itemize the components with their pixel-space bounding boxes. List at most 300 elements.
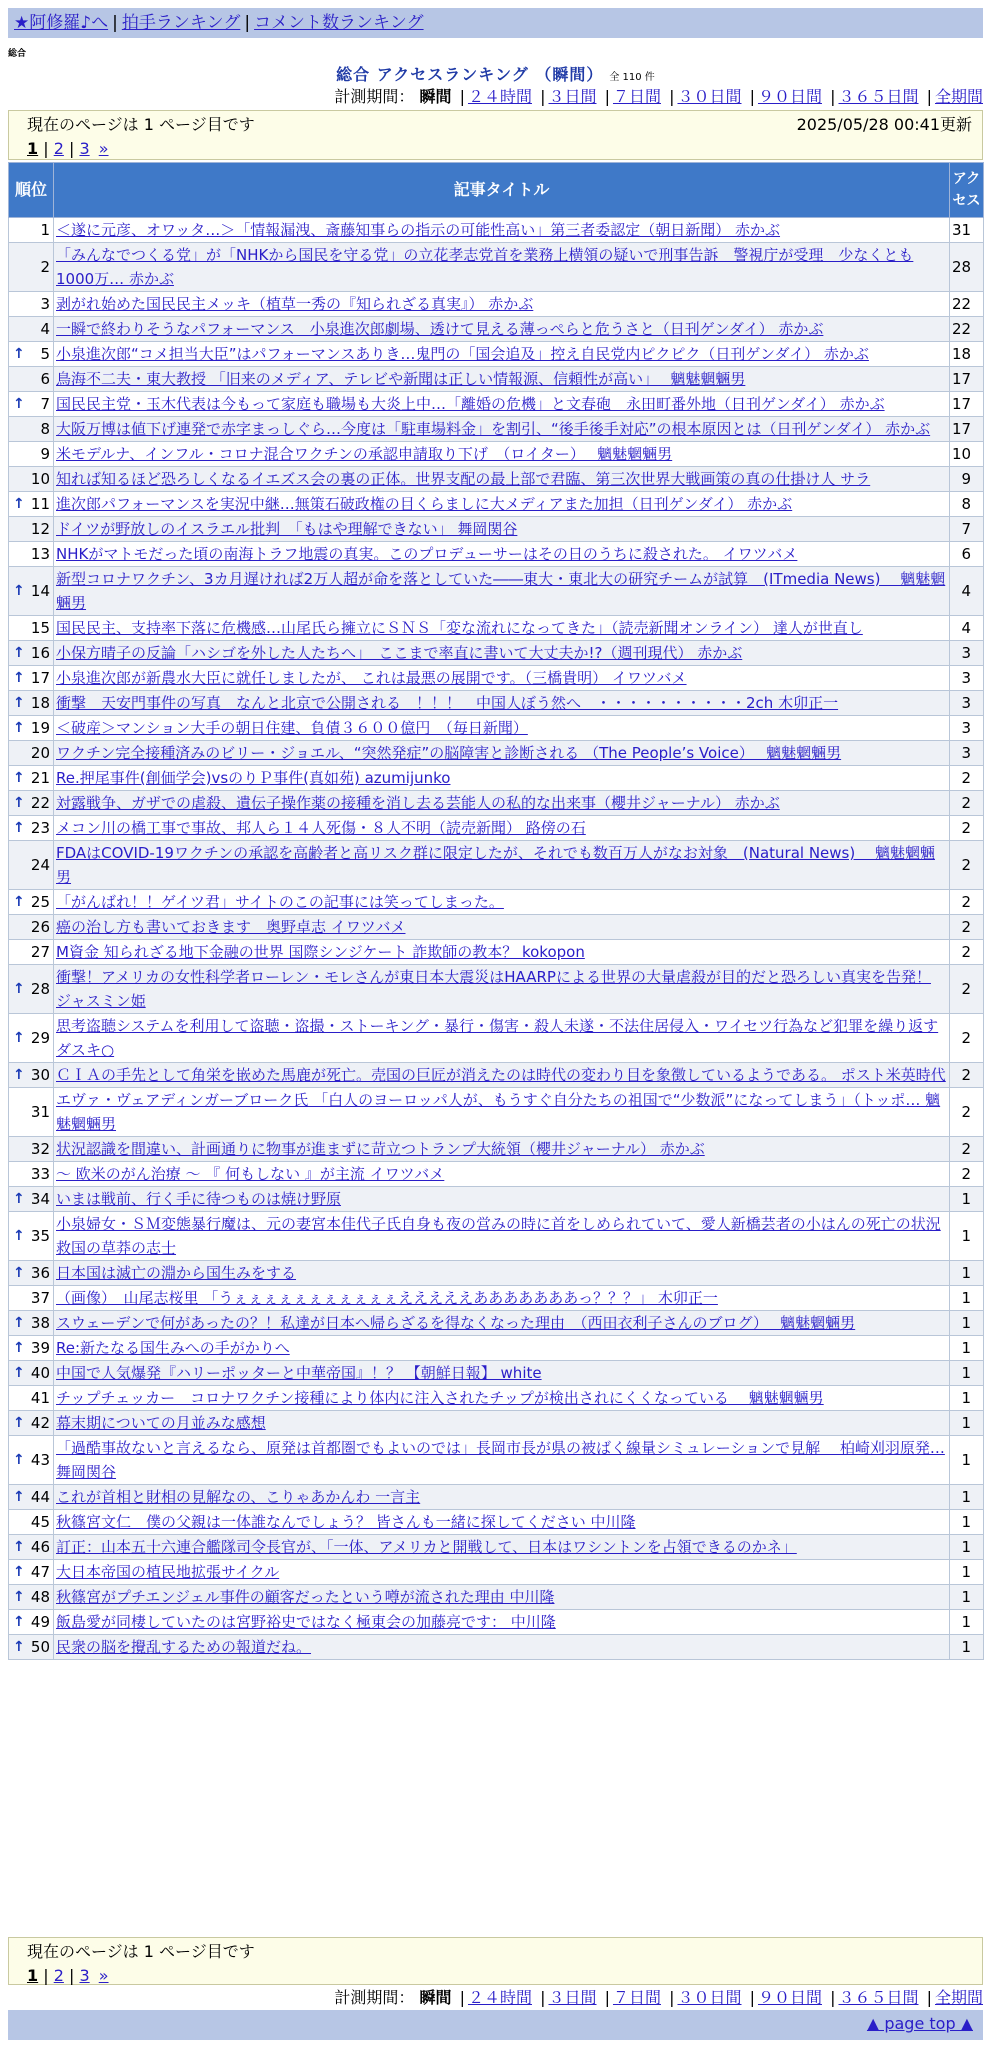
title-cell: [54, 965, 950, 1014]
title-cell: [54, 716, 950, 741]
rank-cell: [9, 1286, 54, 1311]
article-link[interactable]: 米モデルナ、インフル・コロナ混合ワクチンの承認申請取り下げ （ロイター） 魑魅魍魎男: [56, 445, 673, 463]
article-link[interactable]: スウェーデンで何があったの？！私達が日本へ帰らざるを得なくなった理由 （西田衣利子さんのブログ） 魑魅魍魎男: [56, 1314, 856, 1332]
article-link[interactable]: ドイツが野放しのイスラエル批判 「もはや理解できない」 舞岡関谷: [56, 520, 518, 538]
access-count: 7: [950, 517, 984, 542]
rank-number: 10: [30, 470, 50, 488]
title-cell: [54, 467, 950, 492]
table-row: [9, 1187, 984, 1212]
title-cell: [54, 890, 950, 915]
rank-cell: [9, 616, 54, 641]
article-link[interactable]: 衝撃！アメリカの女性科学者ローレン・モレさんが東日本大震災はHAARPによる世界の大量虐殺が目的だと恐ろしい真実を告発！ ジャスミン姫: [56, 968, 931, 1010]
article-link[interactable]: 対露戦争、ガザでの虐殺、遺伝子操作薬の接種を消し去る芸能人の私的な出来事（櫻井ジャーナル） 赤かぶ: [56, 794, 780, 812]
rank-cell: [9, 691, 54, 716]
period-7d-bottom[interactable]: ７日間: [612, 1988, 661, 2007]
title-cell: [54, 1336, 950, 1361]
access-count: 1: [950, 1311, 984, 1336]
article-link[interactable]: ～ 欧米のがん治療 ～ 『 何もしない 』が主流 イワツバメ: [56, 1165, 445, 1183]
article-link[interactable]: チップチェッカー コロナワクチン接種により体内に注入されたチップが検出されにくくなっている 魑魅魍魎男: [56, 1389, 824, 1407]
access-count: 18: [950, 342, 984, 367]
article-link[interactable]: 新型コロナワクチン、3カ月遅ければ2万人超が命を落としていた――東大・東北大の研究チームが試算 (ITmedia News) 魑魅魍魎男: [56, 570, 946, 612]
rank-number: 36: [30, 1264, 50, 1282]
top-nav-bar: [8, 8, 983, 38]
title-cell: [54, 666, 950, 691]
ranking-body: [9, 218, 984, 1660]
period-24h-bottom[interactable]: ２４時間: [467, 1988, 532, 2007]
title-cell: [54, 1436, 950, 1485]
rank-cell: [9, 292, 54, 317]
access-count: 2: [950, 890, 984, 915]
table-row: [9, 940, 984, 965]
access-count: 10: [950, 442, 984, 467]
rank-cell: [9, 1610, 54, 1635]
access-count: 1: [950, 1212, 984, 1261]
title-cell: [54, 1560, 950, 1585]
page-link-3-bottom[interactable]: 3: [79, 1966, 90, 1985]
rank-up-arrow-icon: ↑: [13, 1564, 25, 1580]
table-row: [9, 1585, 984, 1610]
title-cell: [54, 442, 950, 467]
home-link[interactable]: ★阿修羅♪へ: [14, 13, 109, 33]
table-row: [9, 616, 984, 641]
access-count: 1: [950, 1436, 984, 1485]
page-link-3[interactable]: 3: [79, 139, 90, 158]
rank-number: 20: [30, 744, 50, 762]
table-row: [9, 243, 984, 292]
rank-up-arrow-icon: ↑: [13, 1030, 25, 1046]
page-link-2-bottom[interactable]: 2: [53, 1966, 64, 1985]
table-row: [9, 492, 984, 517]
rank-cell: [9, 567, 54, 616]
access-count: 17: [950, 417, 984, 442]
title-cell: [54, 1212, 950, 1261]
rank-up-arrow-icon: ↑: [13, 670, 25, 686]
article-link[interactable]: 小泉進次郎が新農水大臣に就任しましたが、 これは最悪の展開です。（三橋貴明） イワツバメ: [56, 669, 687, 687]
access-count: 1: [950, 1535, 984, 1560]
period-90d[interactable]: ９０日間: [757, 87, 822, 106]
title-cell: [54, 1187, 950, 1212]
table-row: [9, 1311, 984, 1336]
article-link[interactable]: ＣＩＡの手先として角栄を嵌めた馬鹿が死亡。売国の巨匠が消えたのは時代の変わり目を象徴しているようである。 ポスト米英時代: [56, 1066, 946, 1084]
article-link[interactable]: 幕末期についての月並みな感想: [56, 1414, 266, 1432]
title-cell: [54, 791, 950, 816]
rank-cell: [9, 1560, 54, 1585]
title-cell: [54, 492, 950, 517]
access-count: 1: [950, 1585, 984, 1610]
rank-cell: [9, 1187, 54, 1212]
title-cell: [54, 1137, 950, 1162]
table-row: [9, 1361, 984, 1386]
rank-number: 40: [30, 1364, 50, 1382]
rank-up-arrow-icon: ↑: [13, 396, 25, 412]
table-row: [9, 542, 984, 567]
rank-cell: [9, 766, 54, 791]
period-3d-bottom[interactable]: ３日間: [548, 1988, 597, 2007]
rank-number: 42: [30, 1414, 50, 1432]
table-row: [9, 1162, 984, 1187]
access-count: 2: [950, 965, 984, 1014]
rank-up-arrow-icon: ↑: [13, 820, 25, 836]
pagination-bottom: [8, 1937, 983, 1985]
rank-up-arrow-icon: ↑: [13, 981, 25, 997]
table-row: [9, 1610, 984, 1635]
article-link[interactable]: 小保方晴子の反論「ハシゴを外した人たちへ」 ここまで率直に書いて大丈夫か!?（週刊現代） 赤かぶ: [56, 644, 743, 662]
article-link[interactable]: 国民民主党・玉木代表は今もって家庭も職場も大炎上中…「離婚の危機」と文春砲 永田町番外地（日刊ゲンダイ） 赤かぶ: [56, 395, 885, 413]
table-row: [9, 666, 984, 691]
rank-cell: [9, 641, 54, 666]
rank-up-arrow-icon: ↑: [13, 695, 25, 711]
article-link[interactable]: メコン川の橋工事で事故、邦人ら１４人死傷・８人不明（読売新聞） 路傍の石: [56, 819, 586, 837]
rank-number: 45: [30, 1513, 50, 1531]
table-row: [9, 1088, 984, 1137]
page-next[interactable]: »: [98, 139, 109, 158]
rank-number: 33: [30, 1165, 50, 1183]
rank-cell: [9, 1261, 54, 1286]
rank-number: 35: [30, 1227, 50, 1245]
access-count: 8: [950, 492, 984, 517]
article-link[interactable]: これが首相と財相の見解なの、こりゃあかんわ 一言主: [56, 1488, 421, 1506]
period-label-bottom: 計測期間：: [334, 1988, 415, 2007]
period-label: 計測期間：: [334, 87, 415, 106]
article-link[interactable]: 民衆の脳を攪乱するための報道だね。: [56, 1638, 312, 1656]
rank-cell: [9, 1386, 54, 1411]
article-link[interactable]: 剥がれ始めた国民民主メッキ（植草一秀の『知られざる真実』） 赤かぶ: [56, 295, 534, 313]
article-link[interactable]: ワクチン完全接種済みのビリー・ジョエル、“突然発症”の脳障害と診断される （The People’s Voice） 魑魅魍魎男: [56, 744, 842, 762]
period-current-bottom: 瞬間: [419, 1988, 452, 2007]
rank-cell: [9, 367, 54, 392]
ranking-table: [8, 162, 984, 1660]
table-row: [9, 915, 984, 940]
rank-number: 8: [40, 420, 50, 438]
rank-up-arrow-icon: ↑: [13, 645, 25, 661]
access-count: 1: [950, 1411, 984, 1436]
rank-number: 38: [30, 1314, 50, 1332]
article-link[interactable]: 思考盗聴システムを利用して盗聴・盗撮・ストーキング・暴行・傷害・殺人未遂・不法住居侵入・ワイセツ行為など犯罪を繰り返すダスキ○: [56, 1017, 939, 1059]
nav-separator: |: [112, 13, 118, 33]
article-link[interactable]: NHKがマトモだった頃の南海トラフ地震の真実。このプロデューサーはその日のうちに殺された。 イワツバメ: [56, 545, 798, 563]
page-top-link[interactable]: ▲ page top ▲: [866, 2014, 973, 2033]
rank-cell: [9, 1311, 54, 1336]
rank-number: 13: [30, 545, 50, 563]
title-cell: [54, 567, 950, 616]
rank-cell: [9, 1585, 54, 1610]
rank-number: 34: [30, 1190, 50, 1208]
access-count: 2: [950, 791, 984, 816]
period-30d-bottom[interactable]: ３０日間: [677, 1988, 742, 2007]
title-cell: [54, 915, 950, 940]
table-row: [9, 1635, 984, 1660]
table-row: [9, 1535, 984, 1560]
rank-up-arrow-icon: ↑: [13, 795, 25, 811]
table-row: [9, 791, 984, 816]
rank-cell: [9, 1411, 54, 1436]
article-link[interactable]: エヴァ・ヴェアディンガーブローク氏 「白人のヨーロッパ人が、もうすぐ自分たちの祖国で“少数派”になってしまう」（トッポ… 魑魅魍魎男: [56, 1091, 941, 1133]
article-link[interactable]: （画像） 山尾志桜里 「うぇぇぇぇぇぇぇぇぇぇぇえええええあああああああっ？？？」 木卯正一: [56, 1289, 718, 1307]
rank-cell: [9, 716, 54, 741]
access-count: 17: [950, 367, 984, 392]
category-label: 総合: [8, 49, 27, 59]
period-30d[interactable]: ３０日間: [677, 87, 742, 106]
title-cell: [54, 1535, 950, 1560]
access-count: 2: [950, 766, 984, 791]
rank-up-arrow-icon: ↑: [13, 1452, 25, 1468]
rank-up-arrow-icon: ↑: [13, 1539, 25, 1555]
table-row: [9, 1137, 984, 1162]
rank-number: 22: [30, 794, 50, 812]
access-count: 1: [950, 1510, 984, 1535]
title-cell: [54, 1485, 950, 1510]
period-365d-bottom[interactable]: ３６５日間: [838, 1988, 919, 2007]
rank-number: 15: [30, 619, 50, 637]
rank-up-arrow-icon: ↑: [13, 1228, 25, 1244]
article-link[interactable]: 状況認識を間違い、計画通りに物事が進まずに苛立つトランプ大統領（櫻井ジャーナル） 赤かぶ: [56, 1140, 705, 1158]
rank-cell: [9, 915, 54, 940]
access-count: 2: [950, 1014, 984, 1063]
title-cell: [54, 1361, 950, 1386]
article-link[interactable]: 小泉婦女・ＳＭ変態暴行魔は、元の妻宮本佳代子氏自身も夜の営みの時に首をしめられていて、愛人新橋芸者の小はんの死亡の状況 救国の草莽の志士: [56, 1215, 941, 1257]
table-row: [9, 1286, 984, 1311]
article-link[interactable]: 秋篠宮文仁 僕の父親は一体誰なんでしょう？ 皆さんも一緒に探してください 中川隆: [56, 1513, 636, 1531]
rank-up-arrow-icon: ↑: [13, 496, 25, 512]
article-link[interactable]: 中国で人気爆発『ハリーポッターと中華帝国』！？ 【朝鮮日報】 white: [56, 1364, 542, 1382]
access-count: 1: [950, 1560, 984, 1585]
title-cell: [54, 1386, 950, 1411]
nav-link-clap-ranking[interactable]: 拍手ランキング: [121, 13, 241, 33]
table-row: [9, 417, 984, 442]
rank-number: 41: [30, 1389, 50, 1407]
table-row: [9, 1014, 984, 1063]
period-selector-bottom: 計測期間： 瞬間 | ２４時間 | ３日間 | ７日間 | ３０日間 | ９０日間 | ３６５日間 | 全期間: [334, 1988, 983, 2007]
page-title: [0, 62, 991, 85]
period-all-bottom[interactable]: 全期間: [934, 1988, 983, 2007]
rank-cell: [9, 1014, 54, 1063]
page-current: 1: [27, 139, 39, 158]
title-cell: [54, 1261, 950, 1286]
article-link[interactable]: 小泉進次郎“コメ担当大臣”はパフォーマンスありき…鬼門の「国会追及」控え自民党内ピクピク（日刊ゲンダイ） 赤かぶ: [56, 345, 869, 363]
rank-cell: [9, 1088, 54, 1137]
rank-cell: [9, 392, 54, 417]
rank-cell: [9, 1137, 54, 1162]
article-link[interactable]: 知れば知るほど恐ろしくなるイエズス会の裏の正体。世界支配の最上部で君臨、第三次世界大戦画策の真の仕掛け人 サラ: [56, 470, 871, 488]
article-link[interactable]: ＜遂に元彦、オワッタ…＞「情報漏洩、斎藤知事らの指示の可能性高い」第三者委認定（朝日新聞） 赤かぶ: [56, 221, 781, 239]
rank-cell: [9, 940, 54, 965]
updated-time: 2025/05/28 00:41更新: [796, 115, 972, 134]
title-cell: [54, 766, 950, 791]
period-all[interactable]: 全期間: [934, 87, 983, 106]
rank-up-arrow-icon: ↑: [13, 1265, 25, 1281]
rank-up-arrow-icon: ↑: [13, 346, 25, 362]
header-rank: 順位: [9, 163, 54, 218]
access-count: 6: [950, 542, 984, 567]
rank-number: 1: [40, 221, 50, 239]
access-count: 1: [950, 1386, 984, 1411]
title-cell: [54, 317, 950, 342]
access-count: 1: [950, 1485, 984, 1510]
rank-cell: [9, 965, 54, 1014]
table-row: [9, 816, 984, 841]
rank-number: 14: [30, 582, 50, 600]
rank-up-arrow-icon: ↑: [13, 770, 25, 786]
table-row: [9, 1386, 984, 1411]
article-link[interactable]: 一瞬で終わりそうなパフォーマンス 小泉進次郎劇場、透けて見える薄っぺらと危うさと（日刊ゲンダイ） 赤かぶ: [56, 320, 824, 338]
nav-link-comment-ranking[interactable]: コメント数ランキング: [254, 13, 424, 33]
article-link[interactable]: Re:新たなる国生みへの手がかりへ: [56, 1339, 290, 1357]
page-links: 1 | 2 | 3 »: [27, 139, 109, 158]
article-link[interactable]: 日本国は滅亡の淵から国生みをする: [56, 1264, 297, 1282]
title-cell: [54, 1510, 950, 1535]
title-cell: [54, 392, 950, 417]
header-title: 記事タイトル: [54, 163, 950, 218]
access-count: 3: [950, 716, 984, 741]
period-365d[interactable]: ３６５日間: [838, 87, 919, 106]
access-count: 2: [950, 1162, 984, 1187]
article-link[interactable]: ＜破産＞マンション大手の朝日住建、負債３６００億円 （毎日新聞）: [56, 719, 528, 737]
access-count: 17: [950, 392, 984, 417]
access-count: 31: [950, 218, 984, 243]
table-row: [9, 766, 984, 791]
access-count: 1: [950, 1261, 984, 1286]
rank-number: 5: [40, 345, 50, 363]
rank-cell: [9, 1212, 54, 1261]
title-cell: [54, 1635, 950, 1660]
period-90d-bottom[interactable]: ９０日間: [757, 1988, 822, 2007]
rank-number: 18: [30, 694, 50, 712]
rank-number: 50: [30, 1638, 50, 1656]
article-link[interactable]: 「過酷事故ないと言えるなら、原発は首都圏でもよいのでは」長岡市長が県の被ばく線量シミュレーションで見解 柏崎刈羽原発… 舞岡関谷: [56, 1439, 945, 1481]
article-link[interactable]: FDAはCOVID-19ワクチンの承認を高齢者と高リスク群に限定したが、それでも数百万人がなお対象 (Natural News) 魑魅魍魎男: [56, 844, 935, 886]
rank-cell: [9, 243, 54, 292]
rank-cell: [9, 1510, 54, 1535]
access-count: 1: [950, 1286, 984, 1311]
title-cell: [54, 691, 950, 716]
page-link-2[interactable]: 2: [53, 139, 64, 158]
page-status: 現在のページは 1 ページ目です: [27, 115, 255, 134]
article-link[interactable]: 「みんなでつくる党」が「NHKから国民を守る党」の立花孝志党首を業務上横領の疑いで刑事告訴 警視庁が受理 少なくとも1000万… 赤かぶ: [56, 246, 914, 288]
rank-cell: [9, 1635, 54, 1660]
rank-number: 4: [40, 320, 50, 338]
rank-up-arrow-icon: ↑: [13, 1639, 25, 1655]
access-count: 3: [950, 641, 984, 666]
title-cell: [54, 1411, 950, 1436]
article-link[interactable]: 秋篠宮がプチエンジェル事件の顧客だったという噂が流された理由 中川隆: [56, 1588, 555, 1606]
access-count: 2: [950, 1063, 984, 1088]
table-row: [9, 716, 984, 741]
rank-number: 11: [30, 495, 50, 513]
title-cell: [54, 1014, 950, 1063]
rank-number: 9: [40, 445, 50, 463]
article-link[interactable]: Re.押尾事件(創価学会)vsのりＰ事件(真如苑) azumijunko: [56, 769, 451, 787]
rank-cell: [9, 492, 54, 517]
ranking-title: 総合 アクセスランキング （瞬間）: [336, 65, 604, 84]
table-row: [9, 392, 984, 417]
rank-cell: [9, 542, 54, 567]
page-status-bottom: 現在のページは 1 ページ目です: [27, 1942, 255, 1961]
table-row: [9, 841, 984, 890]
title-cell: [54, 1311, 950, 1336]
period-24h[interactable]: ２４時間: [467, 87, 532, 106]
rank-cell: [9, 816, 54, 841]
article-link[interactable]: 大日本帝国の植民地拡張サイクル: [56, 1563, 280, 1581]
access-count: 2: [950, 940, 984, 965]
access-count: 4: [950, 616, 984, 641]
rank-cell: [9, 741, 54, 766]
period-current: 瞬間: [419, 87, 452, 106]
title-cell: [54, 292, 950, 317]
access-count: 1: [950, 1361, 984, 1386]
table-row: [9, 467, 984, 492]
article-link[interactable]: 飯島愛が同棲していたのは宮野裕史ではなく極東会の加藤亮です： 中川隆: [56, 1613, 556, 1631]
rank-number: 17: [30, 669, 50, 687]
page-links-bottom: 1 | 2 | 3 »: [27, 1966, 109, 1985]
rank-number: 25: [30, 893, 50, 911]
table-row: [9, 292, 984, 317]
access-count: 4: [950, 567, 984, 616]
table-row: [9, 1436, 984, 1485]
period-3d[interactable]: ３日間: [548, 87, 597, 106]
article-link[interactable]: 鳥海不二夫・東大教授 「旧来のメディア、テレビや新聞は正しい情報源、信頼性が高い」 魑魅魍魎男: [56, 370, 746, 388]
page-next-bottom[interactable]: »: [98, 1966, 109, 1985]
rank-up-arrow-icon: ↑: [13, 1614, 25, 1630]
rank-up-arrow-icon: ↑: [13, 1315, 25, 1331]
rank-number: 12: [30, 520, 50, 538]
rank-cell: [9, 1063, 54, 1088]
article-link[interactable]: 衝撃 天安門事件の写真 なんと北京で公開される ！！！ 中国人ぼう然へ ・・・・・・・・・・2ch 木卯正一: [56, 694, 839, 712]
article-link[interactable]: 進次郎パフォーマンスを実況中継…無策石破政権の目くらましに大メディアまた加担（日刊ゲンダイ） 赤かぶ: [56, 495, 793, 513]
rank-number: 29: [30, 1029, 50, 1047]
article-link[interactable]: 国民民主、支持率下落に危機感…山尾氏ら擁立にＳＮＳ「変な流れになってきた」（読売新聞オンライン） 達人が世直し: [56, 619, 863, 637]
rank-cell: [9, 218, 54, 243]
article-link[interactable]: 訂正：山本五十六連合艦隊司令長官が、「一体、アメリカと開戦して、日本はワシントンを占領できるのかネ」: [56, 1538, 797, 1556]
article-link[interactable]: 癌の治し方も書いておきます 奥野卓志 イワツバメ: [56, 918, 406, 936]
access-count: 1: [950, 1635, 984, 1660]
title-cell: [54, 1286, 950, 1311]
rank-number: 6: [40, 370, 50, 388]
rank-number: 24: [30, 856, 50, 874]
rank-number: 44: [30, 1488, 50, 1506]
period-selector-top: 計測期間： 瞬間 | ２４時間 | ３日間 | ７日間 | ３０日間 | ９０日間 | ３６５日間 | 全期間: [334, 87, 983, 106]
table-row: [9, 342, 984, 367]
rank-cell: [9, 666, 54, 691]
period-7d[interactable]: ７日間: [612, 87, 661, 106]
table-row: [9, 741, 984, 766]
article-link[interactable]: 「がんばれ！！ゲイツ君」サイトのこの記事には笑ってしまった。: [56, 893, 504, 911]
table-row: [9, 641, 984, 666]
table-row: [9, 1063, 984, 1088]
rank-cell: [9, 1485, 54, 1510]
article-link[interactable]: M資金 知られざる地下金融の世界 国際シンジケート 詐欺師の教本？ kokopon: [56, 943, 585, 961]
table-row: [9, 1411, 984, 1436]
rank-cell: [9, 342, 54, 367]
rank-number: 7: [40, 395, 50, 413]
rank-cell: [9, 1436, 54, 1485]
rank-up-arrow-icon: ↑: [13, 894, 25, 910]
table-row: [9, 691, 984, 716]
rank-number: 23: [30, 819, 50, 837]
rank-cell: [9, 417, 54, 442]
rank-cell: [9, 442, 54, 467]
access-count: 2: [950, 816, 984, 841]
table-row: [9, 517, 984, 542]
title-cell: [54, 342, 950, 367]
rank-cell: [9, 467, 54, 492]
rank-cell: [9, 1162, 54, 1187]
rank-number: 37: [30, 1289, 50, 1307]
table-row: [9, 1485, 984, 1510]
article-link[interactable]: 大阪万博は値下げ連発で赤字まっしぐら…今度は「駐車場料金」を割引、“後手後手対応”の根本原因とは（日刊ゲンダイ） 赤かぶ: [56, 420, 931, 438]
article-link[interactable]: いまは戦前、行く手に待つものは焼け野原: [56, 1190, 342, 1208]
rank-up-arrow-icon: ↑: [13, 720, 25, 736]
title-cell: [54, 1610, 950, 1635]
